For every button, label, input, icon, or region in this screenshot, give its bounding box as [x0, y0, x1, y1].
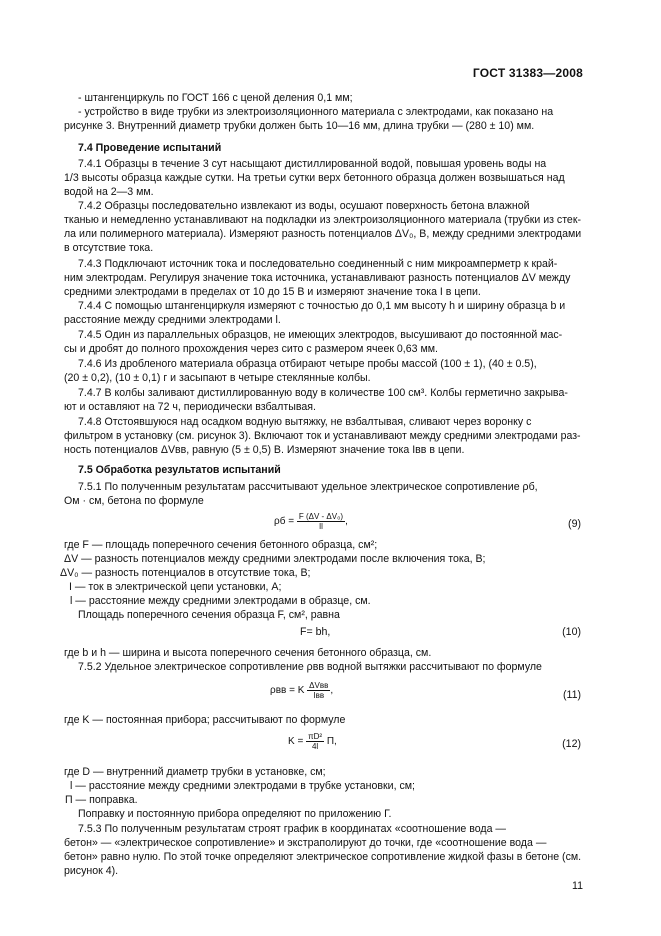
text-line: средними электродами в пределах от 10 до 15 В и измеряют значение тока I в цепи. — [64, 286, 481, 298]
text-line: где b и h — ширина и высота поперечного сечения бетонного образца, см. — [64, 647, 432, 659]
text-line: где K — постоянная прибора; рассчитывают по формуле — [64, 714, 346, 726]
text-line: 7.5.1 По полученным результатам рассчитывают удельное электрическое сопротивление ρб, — [78, 481, 538, 493]
formula-fraction — [297, 512, 345, 531]
equation-number: (10) — [562, 626, 581, 638]
text-line: (20 ± 0,2), (10 ± 0,1) г и засыпают в четыре стеклянные колбы. — [64, 372, 371, 384]
text-line: 7.5.2 Удельное электрическое сопротивление ρвв водной вытяжки рассчитывают по формуле — [78, 661, 542, 673]
text-line: в отсутствие тока. — [64, 242, 154, 254]
formula-lhs: ρвв = K — [270, 685, 305, 697]
formula-denominator: Iвв — [313, 691, 325, 700]
formula-12 — [288, 732, 337, 751]
formula-tail: П, — [326, 736, 337, 748]
formula-10: F= bh, — [300, 626, 331, 638]
text-line: сы и дробят до полного прохождения через сито с размером ячеек 0,63 мм. — [64, 343, 438, 355]
text-line: тканью и немедленно устанавливают на подкладки из электроизоляционного материала (трубки из стек- — [64, 214, 581, 226]
text-line: рисунок 4). — [64, 865, 119, 877]
text-line: 7.4.4 С помощью штангенциркуля измеряют с точностью до 0,1 мм высоту h и ширину образца b и — [78, 300, 566, 312]
formula-fraction — [306, 732, 324, 751]
text-line: расстояние между средними электродами l. — [64, 314, 281, 326]
text-line: l — расстояние между средними электродами в трубке установки, см; — [70, 780, 415, 792]
text-line: где F — площадь поперечного сечения бетонного образца, см²; — [64, 539, 378, 551]
formula-numerator: ΔVвв — [309, 681, 329, 690]
text-line: 7.4.2 Образцы последовательно извлекают из воды, осушают поверхность бетона влажной — [78, 200, 530, 212]
formula-tail: , — [345, 516, 348, 528]
formula-denominator: 4l — [311, 742, 319, 751]
section-heading: 7.5 Обработка результатов испытаний — [78, 464, 281, 476]
text-line: - устройство в виде трубки из электроизоляционного материала с электродами, как показано на — [78, 106, 554, 118]
formula-fraction — [307, 681, 330, 700]
text-line: бетон» равно нулю. По этой точке определяют электрическое сопротивление жидкой фазы в бетоне (см. — [64, 851, 582, 863]
page-number: 11 — [572, 880, 583, 892]
text-line: бетон» — «электрическое сопротивление» и экстраполируют до точки, где «соотношение вода — — [64, 837, 547, 849]
text-line: ют и оставляют на 72 ч, периодически взбалтывая. — [64, 401, 316, 413]
text-line: ним электродам. Регулируя значение тока источника, устанавливают разность потенциалов ΔV между — [64, 272, 571, 284]
text-line: 1/3 высоты образца каждые сутки. На третьи сутки верх бетонного образца должен возвышаться над — [64, 172, 565, 184]
formula-tail: , — [330, 685, 334, 697]
text-line: фильтром в установку (см. рисунок 3). Включают ток и устанавливают между средними электродами раз- — [64, 430, 581, 442]
formula-11 — [270, 681, 333, 700]
section-heading: 7.4 Проведение испытаний — [78, 142, 222, 154]
formula-lhs: K = — [288, 736, 304, 748]
text-line: водой на 2—3 мм. — [64, 186, 154, 198]
text-line: ΔV — разность потенциалов между средними электродами после включения тока, В; — [64, 553, 486, 565]
text-line: ла или полимерного материала). Измеряют разность потенциалов ΔV₀, В, между средними электродами — [64, 228, 582, 240]
document-header: ГОСТ 31383—2008 — [472, 66, 583, 80]
text-line: ность потенциалов ΔVвв, равную (5 ± 0,5) В. Измеряют значение тока Iвв в цепи. — [64, 444, 465, 456]
equation-number: (11) — [562, 689, 581, 701]
text-line: рисунке 3. Внутренний диаметр трубки должен быть 10—16 мм, длина трубки — (280 ± 10) мм. — [64, 120, 535, 132]
text-line: где D — внутренний диаметр трубки в установке, см; — [64, 766, 326, 778]
text-line: 7.4.7 В колбы заливают дистиллированную воду в количестве 100 см³. Колбы герметично закрыва- — [78, 387, 568, 399]
formula-numerator: F (ΔV - ΔV₀) — [298, 512, 344, 521]
text-line: 7.4.3 Подключают источник тока и последовательно соединенный с ним микроамперметр к край- — [78, 258, 558, 270]
text-line: П — поправка. — [65, 794, 138, 806]
text-line: Площадь поперечного сечения образца F, см², равна — [78, 609, 340, 621]
equation-number: (9) — [568, 518, 581, 530]
text-line: 7.4.5 Один из параллельных образцов, не имеющих электродов, высушивают до постоянной мас- — [78, 329, 563, 341]
formula-denominator: Il — [318, 522, 323, 531]
text-line: - штангенциркуль по ГОСТ 166 с ценой деления 0,1 мм; — [78, 92, 353, 104]
formula-numerator: πD² — [308, 732, 323, 741]
formula-9 — [274, 512, 348, 531]
text-line: ΔV₀ — разность потенциалов в отсутствие тока, В; — [60, 567, 311, 579]
text-line: Ом · см, бетона по формуле — [64, 495, 204, 507]
equation-number: (12) — [562, 738, 581, 750]
text-line: 7.5.3 По полученным результатам строят график в координатах «соотношение вода — — [78, 823, 507, 835]
text-line: 7.4.8 Отстоявшуюся над осадком водную вытяжку, не взбалтывая, сливают через воронку с — [78, 416, 532, 428]
text-line: 7.4.6 Из дробленого материала образца отбирают четыре пробы массой (100 ± 1), (40 ± 0.5), — [78, 358, 537, 370]
text-line: Поправку и постоянную прибора определяют по приложению Г. — [78, 808, 392, 820]
text-line: l — расстояние между средними электродами в образце, см. — [70, 595, 371, 607]
text-line: I — ток в электрической цепи установки, А; — [69, 581, 282, 593]
formula-lhs: ρб = — [274, 516, 295, 528]
text-line: 7.4.1 Образцы в течение 3 сут насыщают дистиллированной водой, повышая уровень воды на — [78, 158, 547, 170]
